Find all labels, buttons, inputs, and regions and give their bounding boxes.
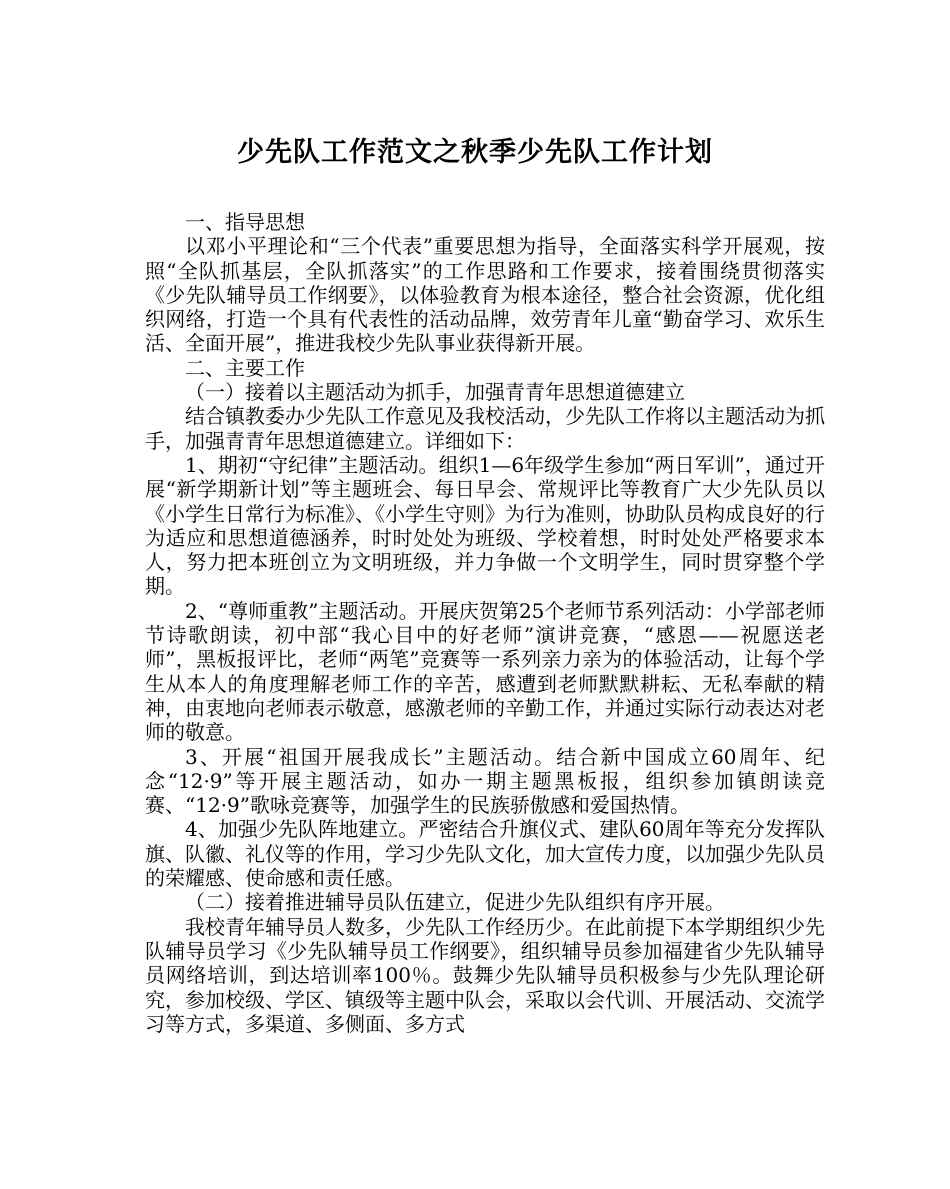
document-title: 少先队工作范文之秋季少先队工作计划 — [237, 137, 713, 168]
subsection-heading-2: （二）接着推进辅导员队伍建立，促进少先队组织有序开展。 — [185, 890, 725, 915]
subsection-heading-1: （一）接着以主题活动为抓手，加强青青年思想道德建立 — [185, 380, 685, 405]
document-body — [145, 210, 825, 1036]
section-heading-main-work: 二、主要工作 — [185, 355, 305, 380]
paragraph-intro: 结合镇教委办少先队工作意见及我校活动，少先队工作将以主题活动为抓手，加强青青年思想道德建立。详细如下： — [145, 404, 825, 453]
section-heading-guiding-ideology: 一、指导思想 — [185, 210, 305, 234]
paragraph-guiding-ideology: 以邓小平理论和“三个代表”重要思想为指导，全面落实科学开展观，按照“全队抓基层，全队抓落实”的工作思路和工作要求，接着围绕贯彻落实《少先队辅导员工作纲要》，以体验教育为根本途径，整合社会资源，优化组织网络，打造一个具有代表性的活动品牌，效劳青年儿童“勤奋学习、欢乐生活、全面开展”，推进我校少先队事业获得新开展。 — [145, 234, 825, 356]
paragraph-item-3: 3、开展“祖国开展我成长”主题活动。结合新中国成立60周年、纪念“12·9”等开展主题活动，如办一期主题黑板报，组织参加镇朗读竞赛、“12·9”歌咏竞赛等，加强学生的民族骄傲感和爱国热情。 — [145, 744, 825, 818]
paragraph-item-4: 4、加强少先队阵地建立。严密结合升旗仪式、建队60周年等充分发挥队旗、队徽、礼仪等的作用，学习少先队文化，加大宣传力度，以加强少先队员的荣耀感、使命感和责任感。 — [145, 817, 825, 891]
paragraph-item-2: 2、“尊师重教”主题活动。开展庆贺第25个老师节系列活动：小学部老师节诗歌朗读，初中部“我心目中的好老师”演讲竞赛，“感恩——祝愿送老师”，黑板报评比，老师“两笔”竞赛等一系列亲力亲为的体验活动，让每个学生从本人的角度理解老师工作的辛苦，感遭到老师默默耕耘、无私奉献的精神，由衷地向老师表示敬意，感激老师的辛勤工作，并通过实际行动表达对老师的敬意。 — [145, 598, 825, 745]
paragraph-item-1: 1、期初“守纪律”主题活动。组织1—6年级学生参加“两日军训”，通过开展“新学期新计划”等主题班会、每日早会、常规评比等教育广大少先队员以《小学生日常行为标准》、《小学生守则》为行为准则，协助队员构成良好的行为适应和思想道德涵养，时时处处为班级、学校着想，时时处处严格要求本人，努力把本班创立为文明班级，并力争做一个文明学生，同时贯穿整个学期。 — [145, 452, 825, 599]
paragraph-counselors: 我校青年辅导员人数多，少先队工作经历少。在此前提下本学期组织少先队辅导员学习《少先队辅导员工作纲要》，组织辅导员参加福建省少先队辅导员网络培训，到达培训率100％。鼓舞少先队辅导员积极参与少先队理论研究，参加校级、学区、镇级等主题中队会，采取以会代训、开展活动、交流学习等方式，多渠道、多侧面、多方式 — [145, 914, 825, 1036]
